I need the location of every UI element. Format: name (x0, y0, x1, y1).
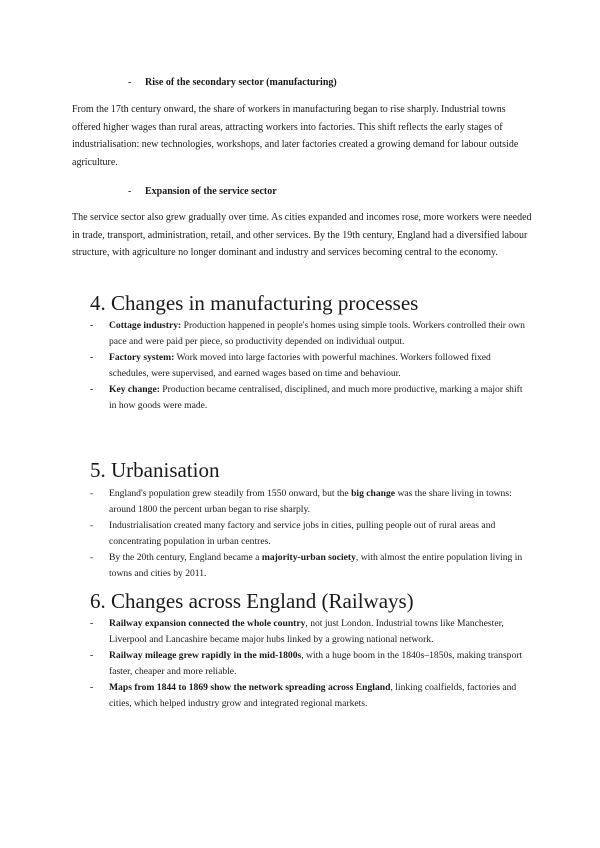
bullet-dash: - (90, 618, 94, 629)
service-sector-paragraph: The service sector also grew gradually over time. As cities expanded and incomes rose, more workers were needed in trade, transport, administration, retail, and other services. By the 19th century, England had a diversified labour structure, with agriculture no longer dominant and industry and services becoming central to the economy. (72, 212, 532, 258)
list-item (90, 318, 530, 350)
item-text: Production became centralised, disciplined, and much more productive, marking a major shift in how goods were made. (109, 384, 523, 411)
manufacturing-list (90, 318, 530, 414)
list-item (90, 486, 530, 518)
railways-heading: 6. Changes across England (Railways) (90, 589, 414, 613)
item-text: Production happened in people's homes using simple tools. Workers controlled their own pace and were paid per piece, so productivity depended on individual output. (109, 320, 525, 347)
list-item (90, 382, 530, 414)
item-text: England's population grew steadily from 1550 onward, but the (109, 488, 352, 499)
list-item (90, 518, 530, 550)
item-text: , linking coalfields, factories and cities, which helped industry grow and integrated regional markets. (109, 682, 517, 709)
bullet-dash: - (90, 552, 94, 563)
item-bold: big change (351, 488, 396, 499)
item-text: , with a huge boom in the 1840s–1850s, making transport faster, cheaper and more reliable. (109, 650, 523, 677)
item-text: , not just London. Industrial towns like Manchester, Liverpool and Lancashire became major hubs linked by a growing national network. (109, 618, 504, 645)
bullet-dash: - (90, 520, 94, 531)
list-item (90, 680, 530, 712)
item-lead: Key change: (109, 384, 160, 395)
bullet-dash: - (90, 384, 94, 395)
heading-text: Rise of the secondary sector (manufacturing) (145, 77, 337, 88)
bullet-dash: - (90, 682, 94, 693)
item-lead: Railway mileage grew rapidly in the mid-1800s (109, 650, 302, 661)
bullet-dash: - (90, 488, 94, 499)
item-text: , with almost the entire population living in towns and cities by 2011. (109, 552, 523, 579)
urbanisation-list (90, 486, 530, 582)
list-item (90, 648, 530, 680)
item-bold: majority-urban society (261, 552, 356, 563)
bullet-dash: - (90, 650, 94, 661)
urbanisation-heading: 5. Urbanisation (90, 458, 220, 482)
manufacturing-heading: 4. Changes in manufacturing processes (90, 291, 419, 315)
service-sector-heading (128, 185, 277, 199)
bullet-dash: - (128, 186, 132, 197)
item-lead: Cottage industry: (109, 320, 182, 331)
item-text: was the share living in towns: around 1800 the percent urban began to rise sharply. (109, 488, 512, 515)
heading-text: Expansion of the service sector (145, 186, 277, 197)
list-item (90, 550, 530, 582)
list-item (90, 350, 530, 382)
bullet-dash: - (90, 352, 94, 363)
item-text: By the 20th century, England became a (109, 552, 262, 563)
item-text: Industrialisation created many factory and service jobs in cities, pulling people out of rural areas and concentrating population in urban centres. (109, 520, 496, 547)
secondary-sector-paragraph: From the 17th century onward, the share of workers in manufacturing began to rise sharply. Industrial towns offered higher wages than rural areas, attracting workers into factories. This shift reflects the early stages of industrialisation: new technologies, workshops, and later factories created a growing demand for labour outside agriculture. (72, 104, 519, 168)
item-lead: Maps from 1844 to 1869 show the network spreading across England (109, 682, 391, 693)
item-lead: Railway expansion connected the whole country (109, 618, 306, 629)
item-text: Work moved into large factories with powerful machines. Workers followed fixed schedules, were supervised, and earned wages based on time and behaviour. (109, 352, 491, 379)
item-lead: Factory system: (109, 352, 175, 363)
bullet-dash: - (128, 77, 132, 88)
list-item (90, 616, 530, 648)
railways-list (90, 616, 530, 712)
bullet-dash: - (90, 320, 94, 331)
secondary-sector-heading (128, 76, 337, 90)
